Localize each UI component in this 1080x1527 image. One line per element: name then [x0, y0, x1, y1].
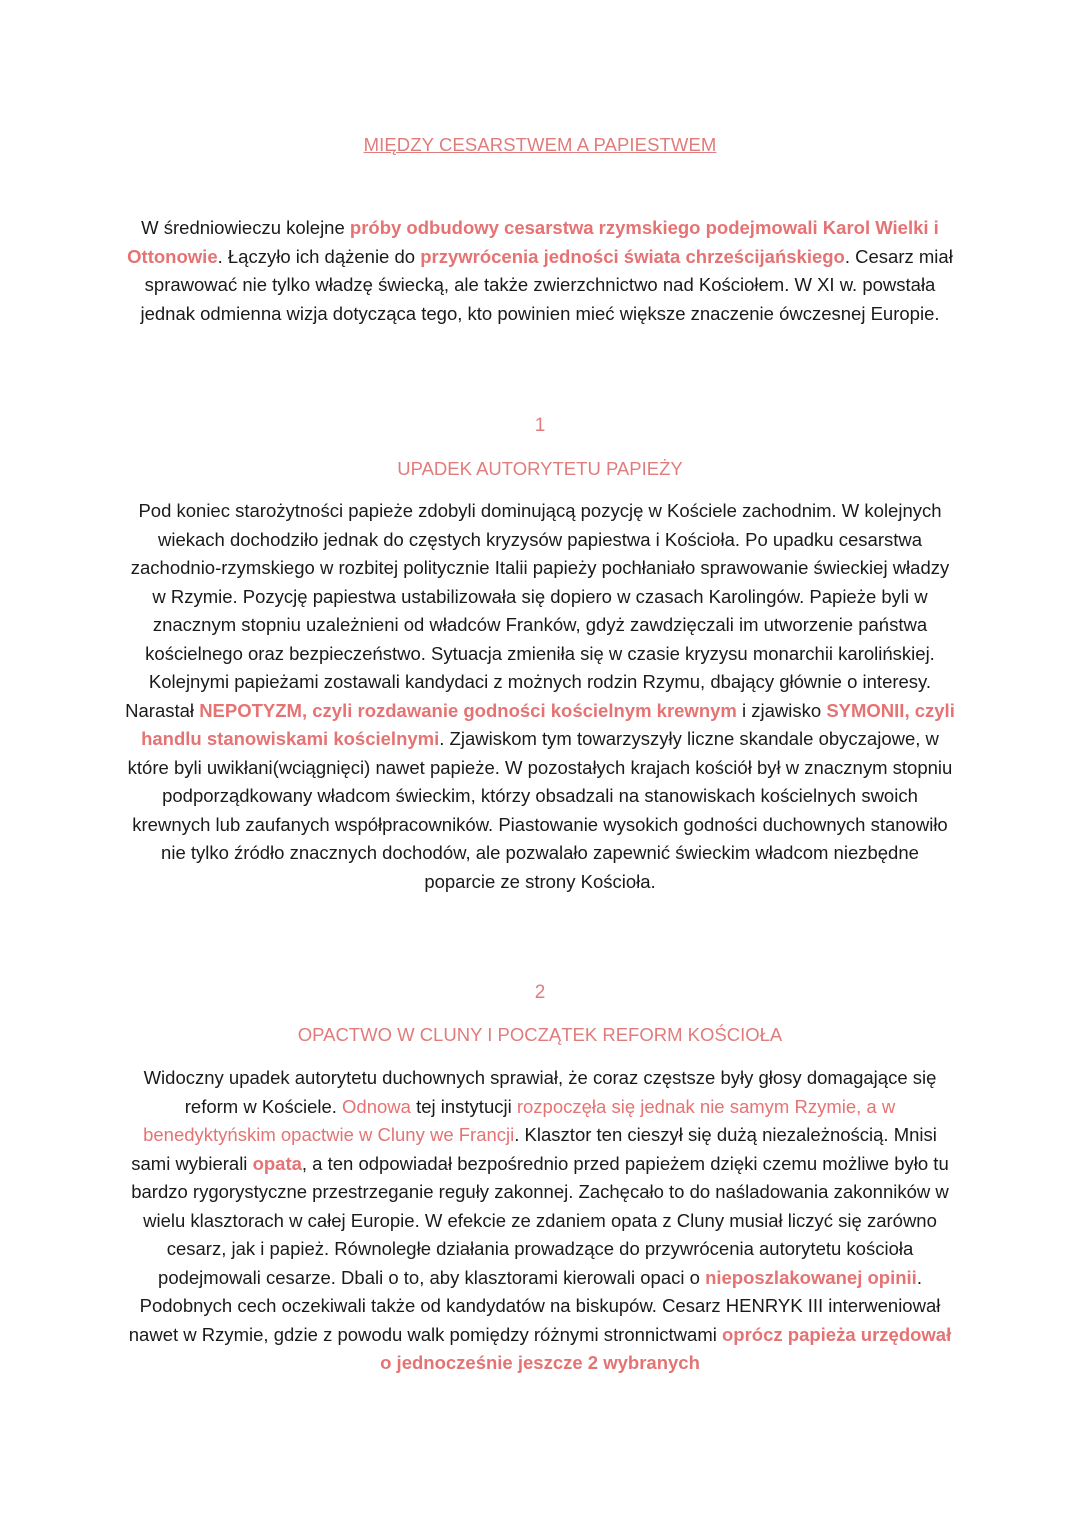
intro-text: . Łączyło ich dążenie do [217, 245, 421, 267]
section-1-heading: UPADEK AUTORYTETU PAPIEŻY [397, 458, 683, 479]
body-text: Pod koniec starożytności papieże zdobyli dominującą pozycję w Kościele zachodnim. W kolejnych wiekach dochodziło jednak do częstych kryzysów papiestwa i Kościoła. Po upadku cesarstwa zachodnio-rzymskiego w rozbitej politycznie Italii papieży pochłaniało sprawowanie świeckiej władzy w Rzymie. Pozycję papiestwa ustabilizowała się dopiero w czasach Karolingów. Papieże byli w znacznym stopniu uzależnieni od władców Franków, gdyż zawdzięczali im utworzenie państwa kościelnego oraz bezpieczeństwo. Sytuacja zmieniła się w czasie kryzysu monarchii karolińskiej. Kolejnymi papieżami zostawali kandydaci z możnych rodzin Rzymu, dbający głównie o interesy. Narastał [125, 500, 950, 721]
body-text: . Zjawiskom tym towarzyszyły liczne skandale obyczajowe, w które byli uwikłani(wciągnięci) nawet papieże. W pozostałych krajach kościół był w znacznym stopniu podporządkowany władcom świeckim, którzy obsadzali na stanowiskach kościelnych swoich krewnych lub zaufanych współpracowników. Piastowanie wysokich godności duchownych stanowiło nie tylko źródło znacznych dochodów, ale pozwalało zapewnić świeckim władcom niezbędne poparcie ze strony Kościoła. [127, 728, 953, 892]
section-1-paragraph [124, 497, 956, 896]
intro-paragraph [124, 214, 956, 328]
highlight-text: oprócz papieża urzędował o jednocześnie jeszcze 2 wybranych [380, 1323, 952, 1373]
highlight-text: opata [252, 1152, 302, 1174]
section-1-number: 1 [534, 415, 546, 436]
highlight-text: NEPOTYZM, czyli rozdawanie godności kościelnym krewnym [199, 699, 737, 721]
body-text: Widoczny upadek autorytetu duchownych sprawiał, że coraz częstsze były głosy domagające się reform w Kościele. [143, 1067, 937, 1117]
highlight-text: rozpoczęła się jednak nie samym Rzymie, a w benedyktyńskim opactwie w Cluny we Francji [143, 1095, 896, 1145]
section-2-paragraph [124, 1064, 956, 1378]
highlight-text: próby odbudowy cesarstwa rzymskiego podejmowali Karol Wielki i Ottonowie [127, 217, 939, 267]
body-text: . Klasztor ten cieszył się dużą niezależnością. Mnisi sami wybierali [131, 1124, 937, 1174]
section-2-heading: OPACTWO W CLUNY I POCZĄTEK REFORM KOŚCIOŁA [297, 1024, 783, 1045]
highlight-text: Odnowa [342, 1095, 411, 1117]
intro-text: . Cesarz miał sprawować nie tylko władzę świecką, ale także zwierzchnictwo nad Kościołem. W XI w. powstała jednak odmienna wizja dotycząca tego, kto powinien mieć większe znaczenie ówczesnej Europie. [140, 245, 953, 324]
document-title: MIĘDZY CESARSTWEM A PAPIESTWEM [363, 134, 717, 155]
highlight-text: nieposzlakowanej opinii [705, 1266, 917, 1288]
section-2-number: 2 [534, 982, 546, 1003]
body-text: i zjawisko [736, 699, 827, 721]
highlight-text: przywrócenia jedności świata chrześcijańskiego [420, 245, 845, 267]
intro-text: W średniowieczu kolejne [141, 217, 350, 238]
body-text: tej instytucji [410, 1095, 517, 1117]
body-text: . Podobnych cech oczekiwali także od kandydatów na biskupów. Cesarz HENRYK III interweniował nawet w Rzymie, gdzie z powodu walk pomiędzy różnymi stronnictwami [128, 1266, 941, 1345]
highlight-text: SYMONII, czyli handlu stanowiskami kościelnymi [141, 699, 955, 749]
body-text: , a ten odpowiadał bezpośrednio przed papieżem dzięki czemu możliwe było tu bardzo rygorystyczne przestrzeganie reguły zakonnej. Zachęcało to do naśladowania zakonników w wielu klasztorach w całej Europie. W efekcie ze zdaniem opata z Cluny musiał liczyć się zarówno cesarz, jak i papież. Równoległe działania prowadzące do przywrócenia autorytetu kościoła podejmowali cesarze. Dbali o to, aby klasztorami kierowali opaci o [131, 1152, 949, 1288]
